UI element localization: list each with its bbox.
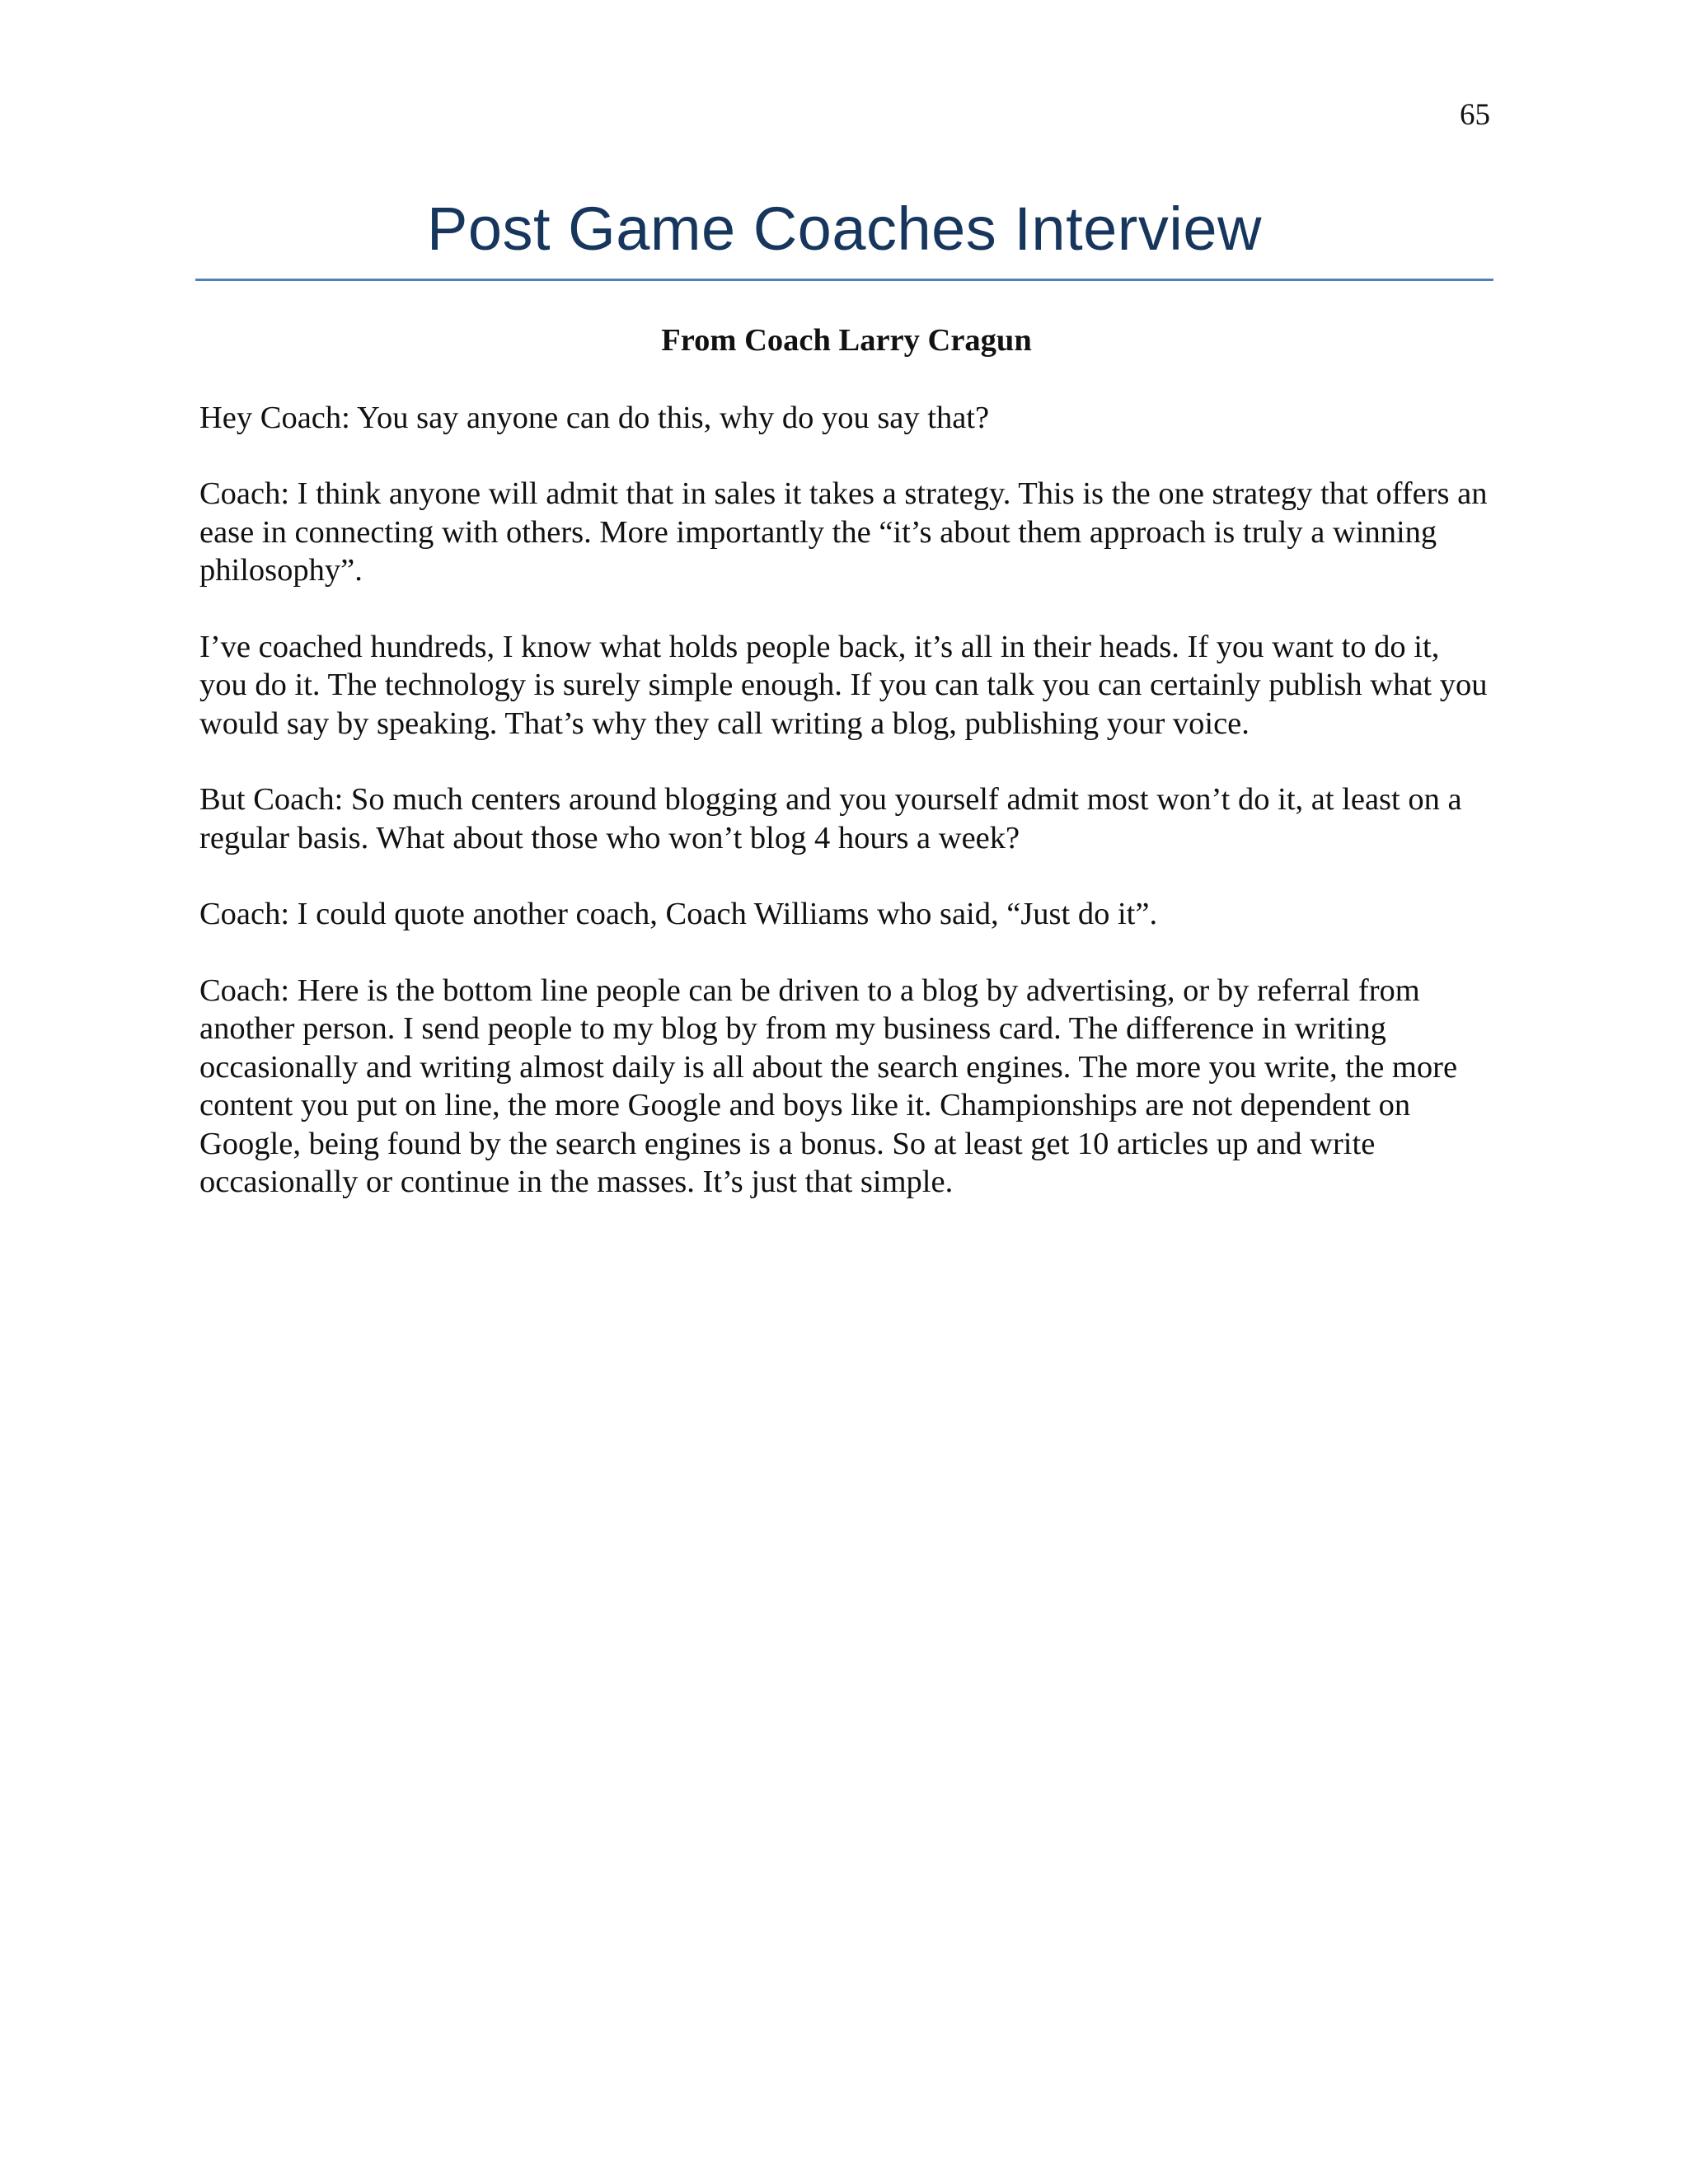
document-body	[199, 321, 1493, 1240]
page-title: Post Game Coaches Interview	[427, 194, 1262, 263]
paragraph-answer-1: Coach: I think anyone will admit that in sales it takes a strategy. This is the one strategy that offers an ease in connecting with others. More importantly the “it’s about them approach is truly a winning philosophy”.	[199, 476, 1488, 588]
paragraph-answer-3: Coach: I could quote another coach, Coach Williams who said, “Just do it”.	[199, 897, 1158, 931]
paragraph-answer-2: I’ve coached hundreds, I know what holds people back, it’s all in their heads. If you want to do it, you do it. The technology is surely simple enough. If you can talk you can certainly publish what you would say by speaking. That’s why they call writing a blog, publishing your voice.	[199, 629, 1488, 741]
page-number: 65	[1460, 98, 1490, 132]
subtitle: From Coach Larry Cragun	[661, 323, 1032, 358]
paragraph-question-1: Hey Coach: You say anyone can do this, why do you say that?	[199, 400, 990, 435]
paragraph-answer-4: Coach: Here is the bottom line people can be driven to a blog by advertising, or by referral from another person. I send people to my blog by from my business card. The difference in writing occasionally and writing almost daily is all about the search engines. The more you write, the more content you put on line, the more Google and boys like it. Championships are not dependent on Google, being found by the search engines is a bonus. So at least get 10 articles up and write occasionally or continue in the masses. It’s just that simple.	[199, 972, 1458, 1199]
title-block	[195, 191, 1493, 281]
paragraph-question-2: But Coach: So much centers around blogging and you yourself admit most won’t do it, at least on a regular basis. What about those who won’t blog 4 hours a week?	[199, 782, 1462, 855]
